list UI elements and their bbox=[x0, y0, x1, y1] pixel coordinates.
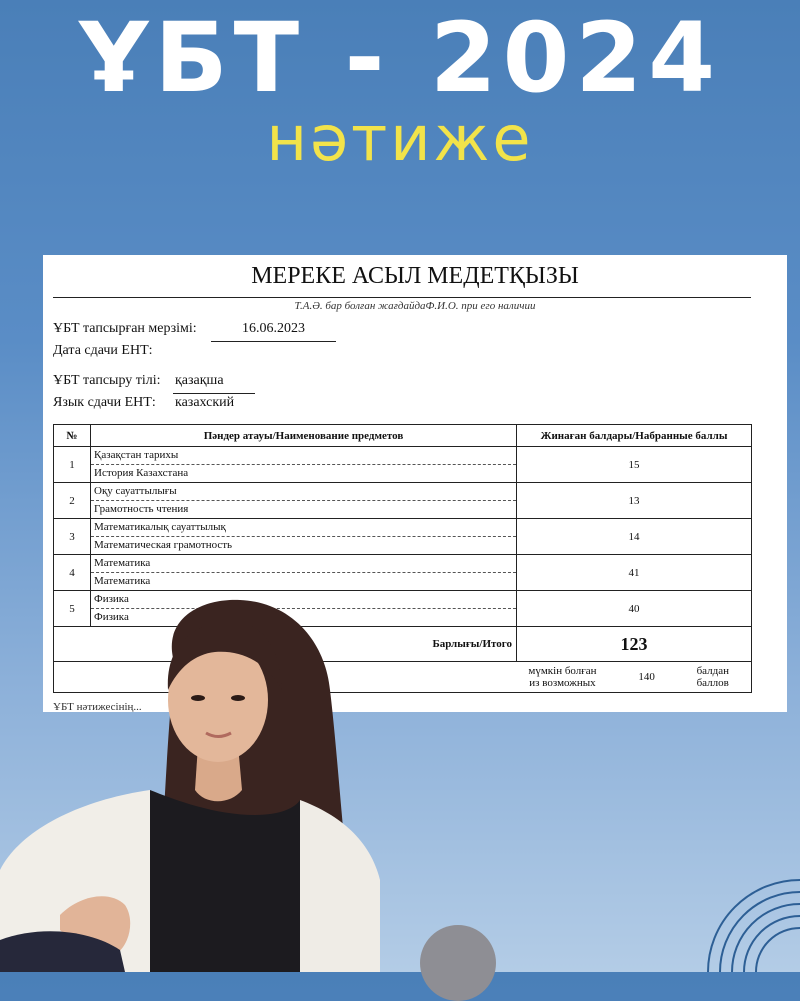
headline-subtitle: нәтиже bbox=[266, 102, 534, 175]
subject-name-ru: Грамотность чтения bbox=[94, 503, 189, 515]
subject-name-ru: История Казахстана bbox=[94, 467, 189, 479]
language-label-ru: Язык сдачи ЕНТ: bbox=[53, 395, 156, 410]
max-score-cell bbox=[54, 662, 752, 693]
decorative-circle bbox=[420, 925, 496, 1001]
max-score-row bbox=[54, 662, 752, 693]
table-row bbox=[54, 591, 752, 627]
subject-cell bbox=[91, 555, 517, 591]
max-unit-kz: балдан bbox=[696, 665, 729, 677]
subject-name-ru: Математическая грамотность bbox=[94, 539, 233, 551]
table-header-row bbox=[54, 425, 752, 447]
decorative-rings bbox=[650, 862, 800, 972]
subject-cell bbox=[91, 519, 517, 555]
subject-name-kz: Физика bbox=[91, 591, 516, 609]
subject-name-kz: Оқу сауаттылығы bbox=[91, 483, 516, 501]
subject-name-kz: Математика bbox=[91, 555, 516, 573]
row-number: 3 bbox=[54, 519, 91, 555]
subject-cell bbox=[91, 483, 517, 519]
date-value: 16.06.2023 bbox=[242, 321, 305, 336]
subject-score: 13 bbox=[517, 483, 752, 519]
max-label-ru: из возможных bbox=[529, 677, 596, 689]
language-underline bbox=[173, 393, 255, 394]
table-row bbox=[54, 483, 752, 519]
name-underline bbox=[53, 297, 751, 298]
subject-cell bbox=[91, 591, 517, 627]
total-row bbox=[54, 627, 752, 662]
document-bottom-text: ҰБТ нәтижесінің... bbox=[53, 701, 142, 712]
subject-name-ru: Физика bbox=[94, 611, 129, 623]
header-subjects: Пәндер атауы/Наименование предметов bbox=[91, 425, 517, 447]
row-number: 5 bbox=[54, 591, 91, 627]
row-number: 1 bbox=[54, 447, 91, 483]
header-number: № bbox=[54, 425, 91, 447]
max-score-value: 140 bbox=[638, 671, 655, 683]
student-full-name: МЕРЕКЕ АСЫЛ МЕДЕТҚЫЗЫ bbox=[251, 263, 579, 289]
name-caption: Т.А.Ә. бар болған жағдайдаФ.И.О. при его наличии bbox=[294, 300, 536, 312]
language-label-kz: ҰБТ тапсыру тілі: bbox=[53, 373, 161, 388]
scores-table bbox=[53, 424, 752, 693]
max-score-line bbox=[54, 665, 751, 689]
row-number: 2 bbox=[54, 483, 91, 519]
subject-score: 15 bbox=[517, 447, 752, 483]
table-row bbox=[54, 447, 752, 483]
table-row bbox=[54, 555, 752, 591]
subject-score: 40 bbox=[517, 591, 752, 627]
subject-cell bbox=[91, 447, 517, 483]
date-label-ru: Дата сдачи ЕНТ: bbox=[53, 343, 153, 358]
max-label bbox=[528, 665, 596, 689]
max-label-kz: мүмкін болған bbox=[528, 665, 597, 677]
subject-score: 14 bbox=[517, 519, 752, 555]
headline-title: ҰБТ - 2024 bbox=[78, 2, 722, 114]
total-score: 123 bbox=[517, 627, 752, 662]
max-unit bbox=[697, 665, 729, 689]
subject-name-kz: Математикалық сауаттылық bbox=[91, 519, 516, 537]
date-underline bbox=[211, 341, 336, 342]
row-number: 4 bbox=[54, 555, 91, 591]
header-scores: Жинаған балдары/Набранные баллы bbox=[517, 425, 752, 447]
subject-name-ru: Математика bbox=[94, 575, 151, 587]
language-value-ru: казахский bbox=[175, 395, 235, 410]
max-unit-ru: баллов bbox=[696, 677, 729, 689]
subject-score: 41 bbox=[517, 555, 752, 591]
table-row bbox=[54, 519, 752, 555]
total-label: Барлығы/Итого bbox=[54, 627, 517, 662]
certificate-document bbox=[43, 255, 787, 712]
language-value-kz: қазақша bbox=[175, 373, 224, 388]
subject-name-kz: Қазақстан тарихы bbox=[91, 447, 516, 465]
date-label-kz: ҰБТ тапсырған мерзімі: bbox=[53, 321, 197, 336]
